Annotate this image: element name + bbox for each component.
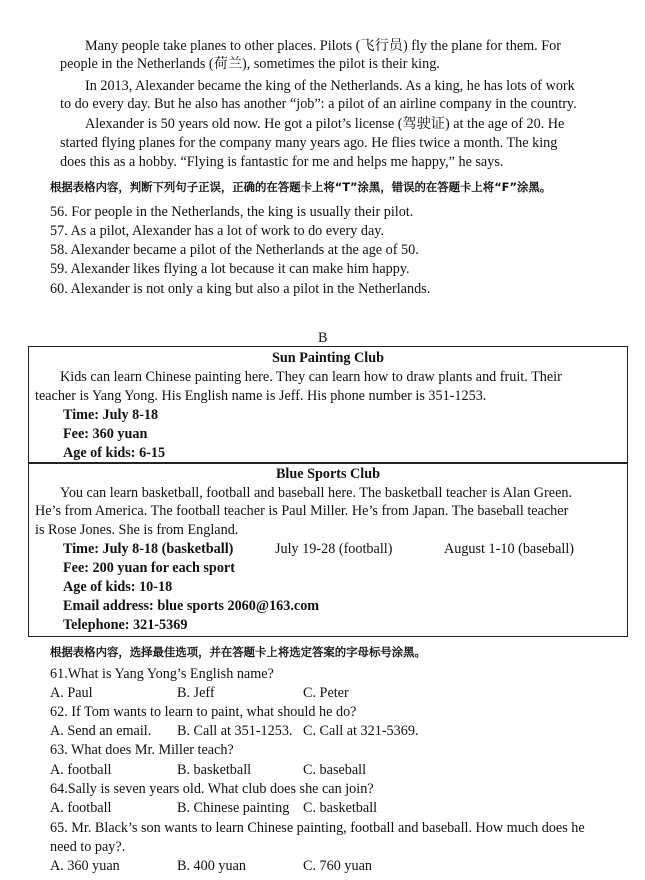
passage-line: Alexander is 50 years old now. He got a pilot’s license (驾驶证) at the age of 20. He xyxy=(85,116,565,132)
option-a: A. Send an email. xyxy=(50,723,152,739)
blue-club-desc-line: He’s from America. The football teacher is Paul Miller. He’s from Japan. The baseball teacher xyxy=(35,503,569,519)
option-b: B. Call at 351-1253. xyxy=(177,723,293,739)
passage-line: started flying planes for the company many years ago. He flies twice a month. The king xyxy=(60,135,558,151)
passage-line: In 2013, Alexander became the king of the Netherlands. As a king, he has lots of work xyxy=(85,78,575,94)
question-63: 63. What does Mr. Miller teach? xyxy=(50,742,234,758)
sun-club-title: Sun Painting Club xyxy=(272,350,384,366)
section-b-label: B xyxy=(318,330,328,346)
option-a: A. football xyxy=(50,762,112,778)
sun-club-fee: Fee: 360 yuan xyxy=(63,426,148,442)
blue-club-title: Blue Sports Club xyxy=(275,466,381,482)
question-58: 58. Alexander became a pilot of the Netherlands at the age of 50. xyxy=(50,242,419,258)
blue-club-time-baseball: August 1-10 (baseball) xyxy=(444,541,575,557)
blue-club-age: Age of kids: 10-18 xyxy=(63,579,173,595)
option-b: B. 400 yuan xyxy=(177,858,246,874)
question-57: 57. As a pilot, Alexander has a lot of work to do every day. xyxy=(50,223,384,239)
passage-line: people in the Netherlands (荷兰), sometimes the pilot is their king. xyxy=(60,56,440,72)
option-c: C. basketball xyxy=(303,800,378,816)
sun-club-age: Age of kids: 6-15 xyxy=(63,445,166,461)
option-c: C. Call at 321-5369. xyxy=(303,723,419,739)
sun-club-desc-line: teacher is Yang Yong. His English name is Jeff. His phone number is 351-1253. xyxy=(35,388,487,404)
option-a: A. 360 yuan xyxy=(50,858,120,874)
question-65-cont: need to pay?. xyxy=(50,839,126,855)
option-b: B. Chinese painting xyxy=(177,800,290,816)
option-b: B. Jeff xyxy=(177,685,215,701)
blue-club-time-football: July 19-28 (football) xyxy=(275,541,393,557)
blue-club-email: Email address: blue sports 2060@163.com xyxy=(63,598,320,614)
option-b: B. basketball xyxy=(177,762,252,778)
sun-club-desc-line: Kids can learn Chinese painting here. They can learn how to draw plants and fruit. Their xyxy=(60,369,562,385)
option-a: A. football xyxy=(50,800,112,816)
question-65: 65. Mr. Black’s son wants to learn Chinese painting, football and baseball. How much does he xyxy=(50,820,585,836)
option-c: C. 760 yuan xyxy=(303,858,372,874)
question-56: 56. For people in the Netherlands, the king is usually their pilot. xyxy=(50,204,414,220)
blue-club-desc-line: You can learn basketball, football and baseball here. The basketball teacher is Alan Green. xyxy=(60,485,573,501)
passage-line: Many people take planes to other places. Pilots (飞行员) fly the plane for them. For xyxy=(85,38,561,54)
blue-club-desc-line: is Rose Jones. She is from England. xyxy=(35,522,239,538)
blue-club-telephone: Telephone: 321-5369 xyxy=(63,617,188,633)
blue-club-time-basketball: Time: July 8-18 (basketball) xyxy=(63,541,234,557)
instruction-multiple-choice: 根据表格内容，选择最佳选项，并在答题卡上将选定答案的字母标号涂黑。 xyxy=(50,645,426,659)
passage-line: to do every day. But he also has another “job”: a pilot of an airline company in the country. xyxy=(60,96,577,112)
question-64: 64.Sally is seven years old. What club does she can join? xyxy=(50,781,374,797)
passage-line: does this as a hobby. “Flying is fantastic for me and helps me happy,” he says. xyxy=(60,154,504,170)
option-c: C. baseball xyxy=(303,762,367,778)
question-61: 61.What is Yang Yong’s English name? xyxy=(50,666,274,682)
question-59: 59. Alexander likes flying a lot because it can make him happy. xyxy=(50,261,410,277)
question-60: 60. Alexander is not only a king but also a pilot in the Netherlands. xyxy=(50,281,431,297)
question-62: 62. If Tom wants to learn to paint, what should he do? xyxy=(50,704,357,720)
option-c: C. Peter xyxy=(303,685,349,701)
blue-club-fee: Fee: 200 yuan for each sport xyxy=(63,560,235,576)
sun-club-time: Time: July 8-18 xyxy=(63,407,159,423)
instruction-true-false: 根据表格内容，判断下列句子正误，正确的在答题卡上将“T”涂黑，错误的在答题卡上将“F”涂黑。 xyxy=(50,180,552,194)
option-a: A. Paul xyxy=(50,685,93,701)
